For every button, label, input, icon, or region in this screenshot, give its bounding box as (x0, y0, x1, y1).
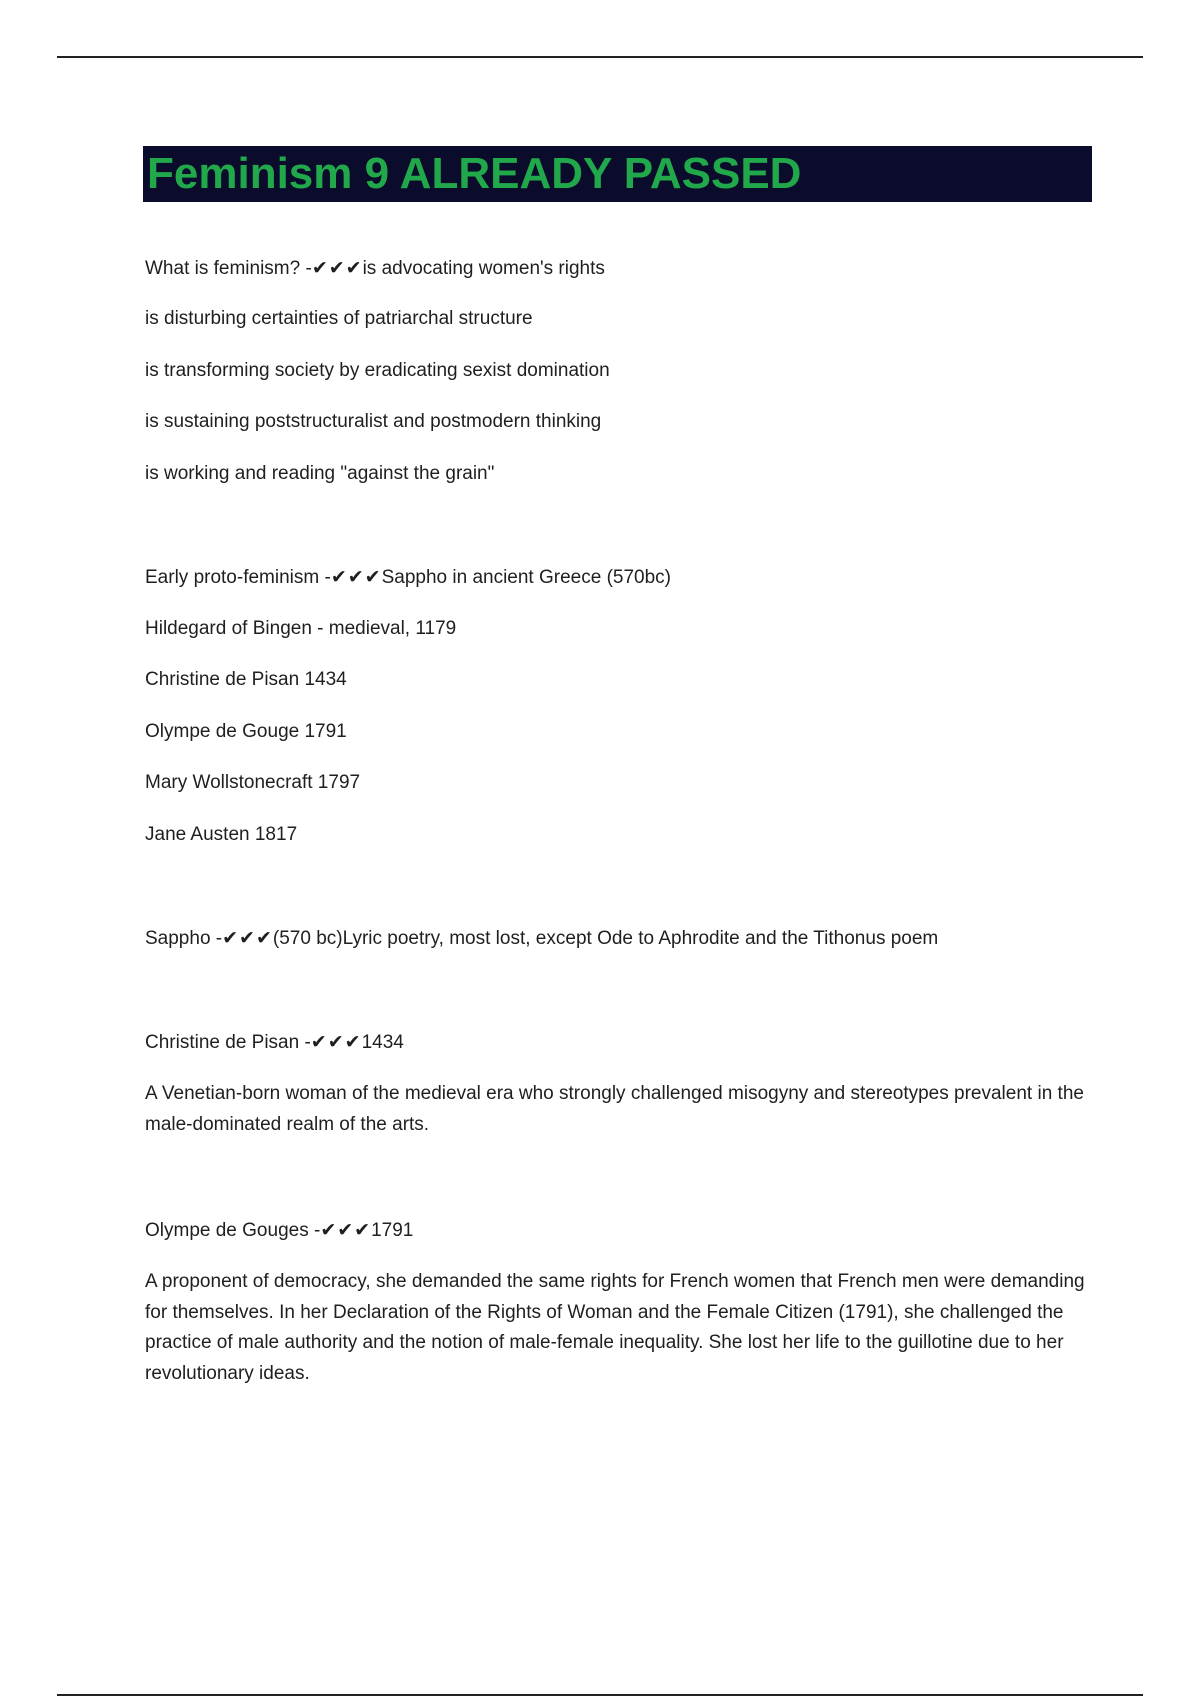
answer-text: 1434 (361, 1032, 404, 1053)
question-early-proto-feminism (145, 565, 671, 590)
answer-paragraph: A proponent of democracy, she demanded the same rights for French women that French men were demanding for themselves. In her Declaration of the Rights of Woman and the Female Citizen (1791), she challenged the practice of male authority and the notion of male-female inequality. She lost her life to the guillotine due to her revolutionary ideas. (145, 1271, 1085, 1384)
question-sappho (145, 926, 938, 951)
answer-text: 1791 (371, 1220, 414, 1241)
check-marks-icon: ✔✔✔ (222, 927, 273, 949)
title-banner (143, 146, 1092, 202)
top-rule (57, 56, 1143, 58)
answer-text: is advocating women's rights (362, 258, 605, 279)
answer-paragraph: A Venetian-born woman of the medieval era who strongly challenged misogyny and stereotypes prevalent in the male-dominated realm of the arts. (145, 1083, 1084, 1135)
question-label: What is feminism? - (145, 258, 312, 279)
answer-line: Mary Wollstonecraft 1797 (145, 772, 361, 793)
answer-text: Sappho in ancient Greece (570bc) (381, 567, 672, 588)
answer-line: is working and reading "against the grain" (145, 463, 495, 484)
question-what-is-feminism (145, 256, 605, 281)
question-label: Olympe de Gouges - (145, 1220, 321, 1241)
bottom-rule (57, 1694, 1143, 1696)
answer-line: Christine de Pisan 1434 (145, 669, 347, 690)
check-marks-icon: ✔✔✔ (311, 257, 363, 279)
answer-line: is transforming society by eradicating sexist domination (145, 360, 610, 381)
question-label: Christine de Pisan - (145, 1032, 311, 1053)
check-marks-icon: ✔✔✔ (330, 566, 382, 588)
answer-line: Jane Austen 1817 (145, 824, 298, 845)
question-christine-de-pisan (145, 1030, 404, 1055)
answer-line: Olympe de Gouge 1791 (145, 721, 347, 742)
answer-line: is sustaining poststructuralist and postmodern thinking (145, 411, 602, 432)
answer-line: Hildegard of Bingen - medieval, 1179 (145, 618, 457, 639)
question-olympe-de-gouges (145, 1218, 413, 1243)
answer-line: is disturbing certainties of patriarchal structure (145, 308, 533, 329)
answer-text: (570 bc)Lyric poetry, most lost, except Ode to Aphrodite and the Tithonus poem (272, 928, 939, 949)
page-title: Feminism 9 ALREADY PASSED (147, 149, 802, 198)
check-marks-icon: ✔✔✔ (310, 1031, 362, 1053)
question-label: Early proto-feminism - (145, 567, 331, 588)
check-marks-icon: ✔✔✔ (320, 1219, 372, 1241)
question-label: Sappho - (145, 928, 223, 949)
